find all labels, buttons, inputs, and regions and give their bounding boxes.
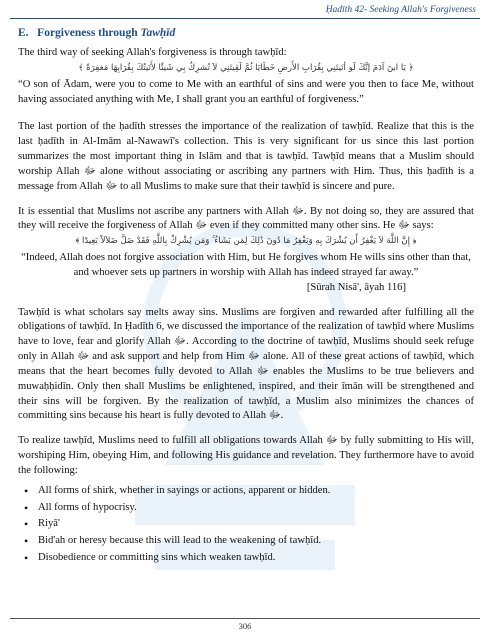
verse-translation: “Indeed, Allah does not forgive association with Him, but He forgives whom He wills sins other than that, and whoever sets up partners in worship with Allah has indeed strayed far away.” (21, 252, 471, 278)
footer-divider (10, 618, 480, 619)
arabic-hadith-text: ﴿ يَا ابنَ آدَمَ إنَّكَ لَو أتَيتَنِي بِقُرَابِ الأَرضِ خَطَايَا ثُمَّ لَقِيتَنِي لاَ تُشرِكُ بِي شَيئًا لأَتَيتُكَ بِقُرَابِهَا مَغفِرَةً ﴾ (78, 62, 414, 73)
list-item: • Disobedience or committing sins which weaken tawḥīd. (18, 551, 474, 566)
section-title: Forgiveness through (37, 27, 141, 39)
paragraph-tawhid-melts-sins: Tawḥīd is what scholars say melts away sins. Muslims are forgiven and rewarded after fulfilling all the obligations of tawḥīd. In Ḥadīth 6, we discussed the importance of the realization of tawḥīd where Muslims have to love, fear and glorify Allah ﷻ. According to the doctrine of tawḥīd, Muslims should seek refuge only in Allah ﷻ and ask support and help from Him ﷻ alone. All of these great actions of tawḥīd, which means that the heart becomes fully devoted to Allah ﷻ enables the Muslims to be true believers and muwaḥḥidīn. Only then shall Muslims be enlightened, inspired, and their īmān will be strengthened and their sins will be forgiven. By the realization of tawḥīd, a Muslim also minimizes the chances of committing sins because his heart is fully devoted to Allah ﷻ. (18, 306, 475, 422)
paragraph-last-portion: The last portion of the ḥadīth stresses the importance of the realization of tawḥīd. Realize that this is the last ḥadīth in Al-Imām al-Nawawī's collection. This is very significant for us since this last portion summarizes the most important thing in Islām and that is tawḥīd. Tawḥīd means that a Muslim should worship Allah ﷻ alone without associating or ascribing any partners with Him. Thus, this ḥadīth is a message from Allah ﷻ to all Muslims to make sure that their tawḥīd is sincere and pure. (18, 121, 474, 192)
section-heading (18, 25, 474, 41)
page-number: 306 (238, 621, 252, 631)
list-item: • Riyā' (18, 517, 474, 532)
list-item: • All forms of shirk, whether in sayings or actions, apparent or hidden. (18, 484, 474, 499)
arabic-quran-verse: ﴿ إِنَّ اللَّهَ لاَ يَغْفِرُ أَن يُشْرَكَ بِهِ وَيَغْفِرُ مَا دُونَ ذَٰلِكَ لِمَن يَشَاءُ ۚ وَمَن يُشْرِكْ بِاللَّهِ فَقَدْ ضَلَّ ضَلاَلاً بَعِيدًا ﴾ (75, 236, 417, 247)
verse-reference: [Sūrah Nisā', āyah 116] (306, 281, 406, 293)
page-content (18, 25, 474, 568)
avoid-list (18, 484, 474, 566)
list-item: • Bid'ah or heresy because this will lead to the weakening of tawḥīd. (18, 534, 474, 549)
section-title-italic: Tawḥīd (140, 27, 176, 39)
header-divider (10, 18, 480, 19)
running-header: Ḥadīth 42- Seeking Allah's Forgiveness (325, 5, 476, 15)
paragraph-intro: The third way of seeking Allah's forgiveness is through tawḥīd: (18, 47, 287, 59)
hadith-translation: “O son of Ādam, were you to come to Me with an earthful of sins and were you then to face Me, without having associated anything with Me, I shall grant you an earthful of forgiveness.” (18, 78, 474, 105)
section-letter: E. (18, 27, 29, 39)
paragraph-realize-tawhid: To realize tawḥīd, Muslims need to fulfill all obligations towards Allah ﷻ by fully submitting to His will, worshiping Him, obeying Him, and following His guidance and revelation. They furthermore have to avoid the following: (18, 435, 474, 476)
paragraph-essential: It is essential that Muslims not ascribe any partners with Allah ﷻ. By not doing so, they are assured that they will receive the forgiveness of Allah ﷻ even if they committed many other sins. He ﷻ says: (18, 205, 475, 232)
list-item: • All forms of hypocrisy. (18, 501, 474, 516)
